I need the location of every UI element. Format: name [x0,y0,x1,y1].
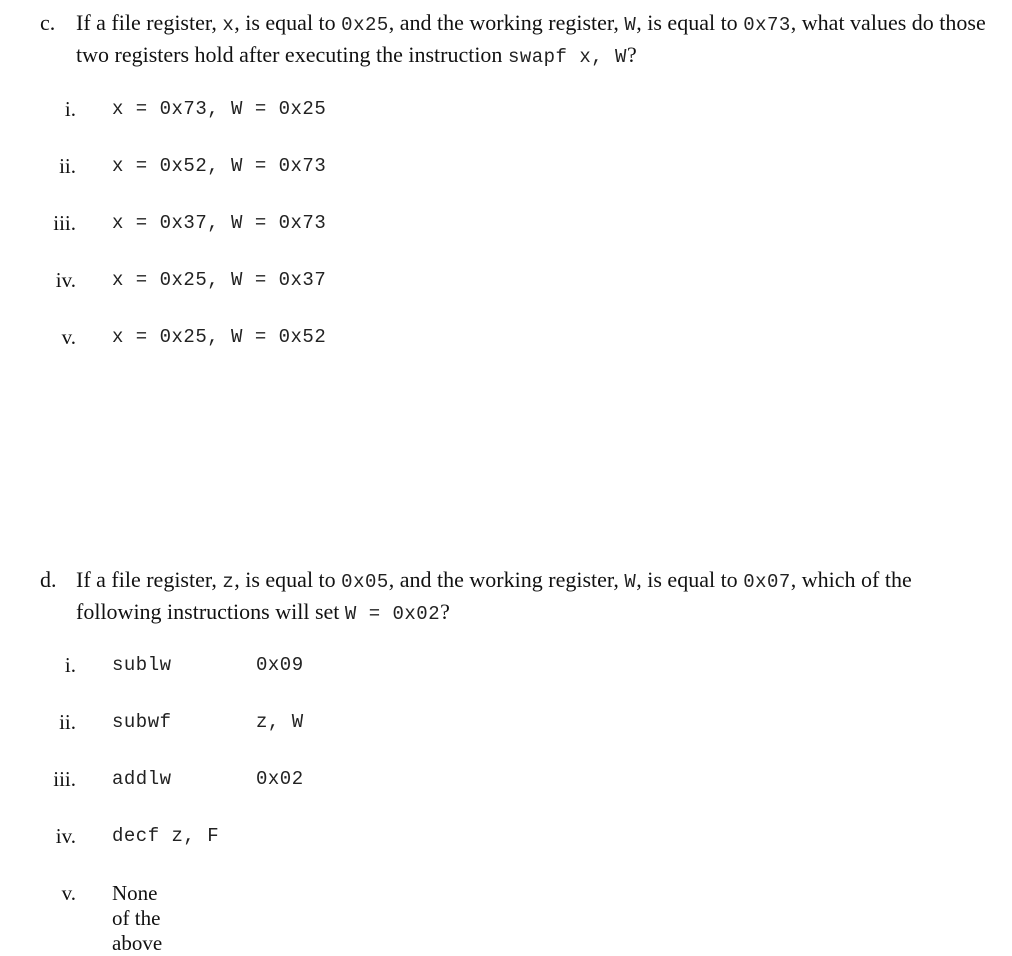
option-mnemonic: subwf [112,711,172,733]
question-d-code-part: 0x07 [743,571,791,593]
option-code: x = 0x37, W = 0x73 [112,212,327,234]
question-d-text-part: , is equal to [234,567,342,592]
option-code: x = 0x73, W = 0x25 [112,98,327,120]
option-numeral: i. [64,97,76,121]
question-c-text [76,8,990,72]
option-operand: 0x02 [256,768,304,790]
question-d-code-part: z [222,571,235,593]
question-d-text-part: , is equal to [636,567,744,592]
option-code: decf z, F [112,825,220,847]
question-c-text-part: If a file register, [76,10,223,35]
option-numeral: i. [64,653,76,677]
option-numeral: ii. [59,710,76,734]
option-code: x = 0x25, W = 0x52 [112,326,327,348]
option-numeral: v. [61,325,76,349]
question-d-text-part: ? [440,599,450,624]
option-numeral: iv. [55,824,76,848]
question-d-text-part: , and the working register, [388,567,625,592]
option-numeral: iii. [53,767,76,791]
question-d-code-part: W [624,571,637,593]
question-c [40,8,990,72]
question-d [40,565,990,629]
question-d-text [76,565,990,629]
option-code: x = 0x52, W = 0x73 [112,155,327,177]
question-c-text-part: , is equal to [234,10,342,35]
question-d-code-part: 0x05 [341,571,389,593]
question-c-letter: c. [40,10,56,35]
option-mnemonic: sublw [112,654,172,676]
question-c-text-part: ? [626,42,637,67]
question-c-text-part: , and the working register, [388,10,625,35]
option-text: None of the above [112,881,163,955]
question-c-code-part: swapf x, W [507,46,627,68]
option-operand: 0x09 [256,654,304,676]
question-c-code-part: x [222,14,235,36]
question-d-text-part: If a file register, [76,567,223,592]
question-c-text-part: , what values do those two registers hold after executing the instruction [76,10,986,67]
question-d-letter: d. [40,567,57,592]
option-numeral: ii. [59,154,76,178]
option-operand: z, W [256,711,304,733]
option-numeral: iii. [53,211,76,235]
question-d-text-part: , which of the following instructions will set [76,567,912,624]
question-c-code-part: 0x25 [341,14,389,36]
question-c-code-part: W [624,14,637,36]
option-code: x = 0x25, W = 0x37 [112,269,327,291]
option-numeral: iv. [55,268,76,292]
option-numeral: v. [61,881,76,905]
question-c-text-part: , is equal to [636,10,744,35]
question-d-code-part: W = 0x02 [344,603,441,625]
question-c-code-part: 0x73 [743,14,791,36]
option-mnemonic: addlw [112,768,172,790]
